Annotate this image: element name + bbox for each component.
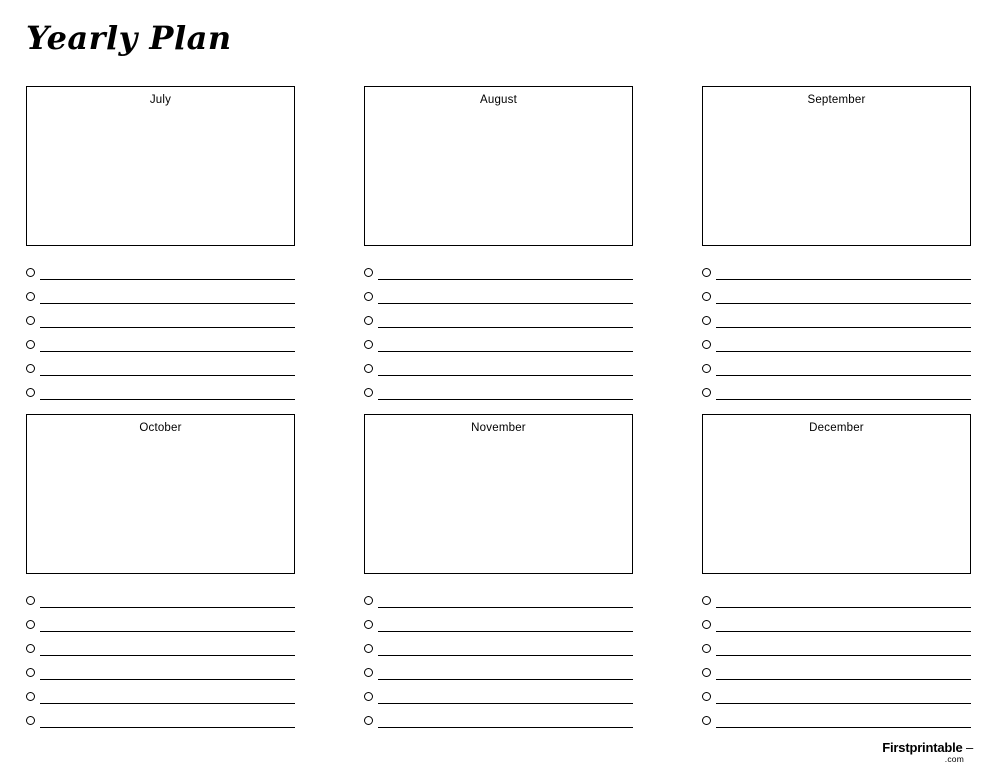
bullet-circle-icon[interactable]: [702, 692, 711, 701]
bullet-circle-icon[interactable]: [364, 292, 373, 301]
write-line[interactable]: [40, 280, 295, 304]
month-notes-box-july[interactable]: [26, 86, 295, 246]
month-block-july: [26, 86, 295, 400]
bullet-circle-icon[interactable]: [364, 388, 373, 397]
write-line[interactable]: [716, 304, 971, 328]
footer-watermark: [882, 741, 973, 764]
write-line[interactable]: [378, 608, 633, 632]
write-line[interactable]: [378, 256, 633, 280]
bullet-circle-icon[interactable]: [702, 316, 711, 325]
bullet-circle-icon[interactable]: [702, 388, 711, 397]
list-item[interactable]: [364, 328, 633, 352]
write-line[interactable]: [40, 608, 295, 632]
bullet-circle-icon[interactable]: [26, 692, 35, 701]
list-item[interactable]: [364, 280, 633, 304]
bullet-circle-icon[interactable]: [702, 364, 711, 373]
bullet-circle-icon[interactable]: [26, 668, 35, 677]
write-line[interactable]: [40, 328, 295, 352]
list-item[interactable]: [364, 256, 633, 280]
write-line[interactable]: [716, 280, 971, 304]
bullet-circle-icon[interactable]: [702, 340, 711, 349]
list-item[interactable]: [364, 680, 633, 704]
list-item[interactable]: [26, 632, 295, 656]
list-item[interactable]: [26, 584, 295, 608]
months-grid: [26, 86, 972, 728]
list-item[interactable]: [702, 328, 971, 352]
write-line[interactable]: [40, 656, 295, 680]
list-item[interactable]: [26, 304, 295, 328]
list-item[interactable]: [702, 632, 971, 656]
list-item[interactable]: [702, 256, 971, 280]
write-line[interactable]: [716, 584, 971, 608]
bullet-circle-icon[interactable]: [364, 692, 373, 701]
brand-text: Firstprintable: [882, 739, 963, 755]
list-item[interactable]: [702, 584, 971, 608]
list-item[interactable]: [702, 352, 971, 376]
list-item[interactable]: [364, 608, 633, 632]
list-item[interactable]: [702, 608, 971, 632]
write-line[interactable]: [378, 680, 633, 704]
write-line[interactable]: [378, 280, 633, 304]
month-list-december: [702, 584, 971, 728]
write-line[interactable]: [378, 632, 633, 656]
write-line[interactable]: [716, 256, 971, 280]
bullet-circle-icon[interactable]: [26, 644, 35, 653]
list-item[interactable]: [702, 656, 971, 680]
bullet-circle-icon[interactable]: [364, 268, 373, 277]
list-item[interactable]: [26, 256, 295, 280]
bullet-circle-icon[interactable]: [702, 292, 711, 301]
bullet-circle-icon[interactable]: [364, 364, 373, 373]
bullet-circle-icon[interactable]: [26, 268, 35, 277]
bullet-circle-icon[interactable]: [26, 596, 35, 605]
write-line[interactable]: [40, 680, 295, 704]
bullet-circle-icon[interactable]: [702, 668, 711, 677]
row-spacer: [26, 400, 972, 414]
list-item[interactable]: [26, 704, 295, 728]
write-line[interactable]: [378, 304, 633, 328]
brand-dash: –: [962, 739, 973, 755]
write-line[interactable]: [378, 584, 633, 608]
month-notes-box-november[interactable]: [364, 414, 633, 574]
write-line[interactable]: [40, 584, 295, 608]
list-item[interactable]: [26, 328, 295, 352]
month-label-november: November: [471, 422, 526, 434]
month-notes-box-august[interactable]: [364, 86, 633, 246]
write-line[interactable]: [716, 680, 971, 704]
month-label-august: August: [479, 94, 517, 106]
list-item[interactable]: [702, 376, 971, 400]
month-list-july: [26, 256, 295, 400]
bullet-circle-icon[interactable]: [26, 316, 35, 325]
month-label-september: September: [807, 94, 866, 106]
write-line[interactable]: [40, 632, 295, 656]
month-list-november: [364, 584, 633, 728]
month-block-december: [702, 414, 971, 728]
write-line[interactable]: [378, 656, 633, 680]
list-item[interactable]: [702, 680, 971, 704]
month-label-october: October: [139, 422, 182, 434]
bullet-circle-icon[interactable]: [364, 644, 373, 653]
list-item[interactable]: [364, 352, 633, 376]
write-line[interactable]: [716, 608, 971, 632]
list-item[interactable]: [26, 608, 295, 632]
write-line[interactable]: [378, 352, 633, 376]
write-line[interactable]: [716, 352, 971, 376]
brand-name: [882, 741, 973, 754]
month-list-october: [26, 584, 295, 728]
list-item[interactable]: [26, 680, 295, 704]
month-label-december: December: [809, 422, 864, 434]
list-item[interactable]: [26, 352, 295, 376]
write-line[interactable]: [378, 376, 633, 400]
bullet-circle-icon[interactable]: [364, 316, 373, 325]
write-line[interactable]: [716, 328, 971, 352]
list-item[interactable]: [26, 280, 295, 304]
bullet-circle-icon[interactable]: [702, 268, 711, 277]
month-notes-box-october[interactable]: [26, 414, 295, 574]
list-item[interactable]: [702, 704, 971, 728]
write-line[interactable]: [40, 256, 295, 280]
list-item[interactable]: [364, 304, 633, 328]
month-block-october: [26, 414, 295, 728]
write-line[interactable]: [716, 704, 971, 728]
bullet-circle-icon[interactable]: [364, 340, 373, 349]
month-block-august: [364, 86, 633, 400]
write-line[interactable]: [40, 376, 295, 400]
bullet-circle-icon[interactable]: [702, 716, 711, 725]
month-block-september: [702, 86, 971, 400]
bullet-circle-icon[interactable]: [364, 668, 373, 677]
month-notes-box-december[interactable]: [702, 414, 971, 574]
write-line[interactable]: [716, 632, 971, 656]
write-line[interactable]: [40, 704, 295, 728]
write-line[interactable]: [716, 376, 971, 400]
list-item[interactable]: [364, 584, 633, 608]
brand-tld: .com: [944, 753, 964, 764]
write-line[interactable]: [378, 704, 633, 728]
list-item[interactable]: [364, 704, 633, 728]
month-list-september: [702, 256, 971, 400]
bullet-circle-icon[interactable]: [26, 620, 35, 629]
bullet-circle-icon[interactable]: [702, 620, 711, 629]
month-label-july: July: [149, 94, 172, 106]
bullet-circle-icon[interactable]: [364, 716, 373, 725]
page-title: Yearly Plan: [26, 19, 232, 57]
list-item[interactable]: [364, 632, 633, 656]
bullet-circle-icon[interactable]: [702, 644, 711, 653]
write-line[interactable]: [378, 328, 633, 352]
list-item[interactable]: [702, 280, 971, 304]
write-line[interactable]: [716, 656, 971, 680]
write-line[interactable]: [40, 352, 295, 376]
bullet-circle-icon[interactable]: [364, 596, 373, 605]
month-notes-box-september[interactable]: [702, 86, 971, 246]
bullet-circle-icon[interactable]: [26, 716, 35, 725]
bullet-circle-icon[interactable]: [702, 596, 711, 605]
bullet-circle-icon[interactable]: [26, 340, 35, 349]
bullet-circle-icon[interactable]: [364, 620, 373, 629]
bullet-circle-icon[interactable]: [26, 292, 35, 301]
list-item[interactable]: [364, 376, 633, 400]
month-block-november: [364, 414, 633, 728]
write-line[interactable]: [40, 304, 295, 328]
bullet-circle-icon[interactable]: [26, 364, 35, 373]
list-item[interactable]: [26, 376, 295, 400]
bullet-circle-icon[interactable]: [26, 388, 35, 397]
list-item[interactable]: [364, 656, 633, 680]
list-item[interactable]: [26, 656, 295, 680]
month-list-august: [364, 256, 633, 400]
list-item[interactable]: [702, 304, 971, 328]
